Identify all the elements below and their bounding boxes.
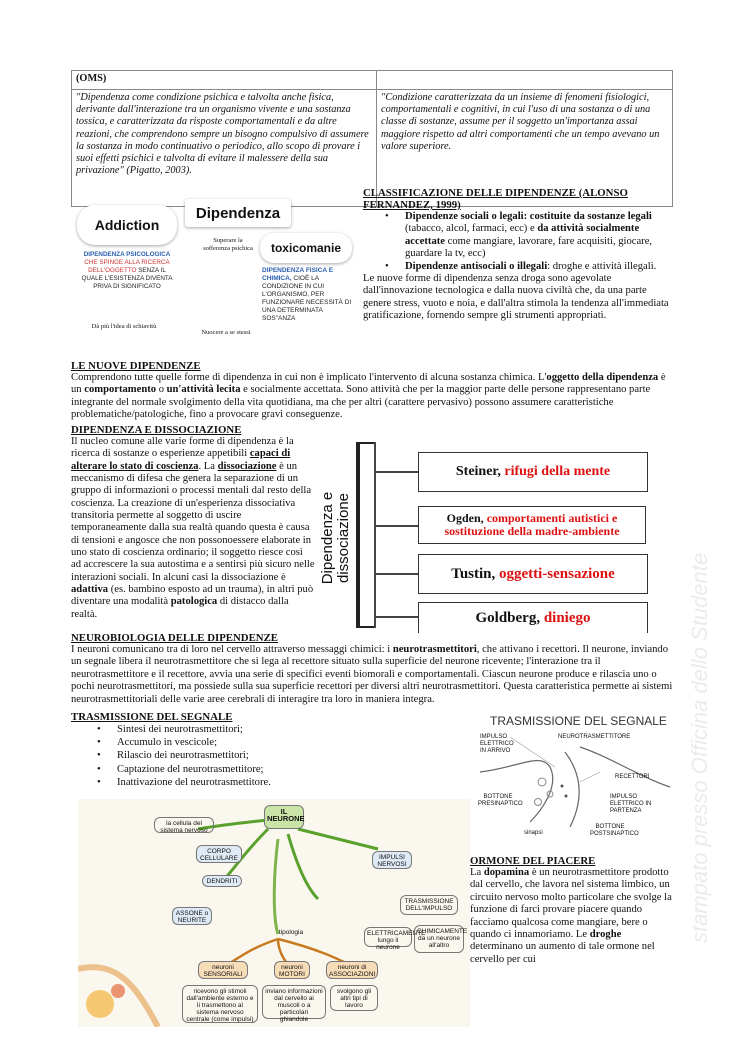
goldberg-box	[418, 602, 648, 633]
fisica-title: DIPENDENZA FISICA E CHIMICA,	[262, 267, 334, 282]
piu-text: Dà più l'idea di schiavitù	[91, 323, 157, 330]
neurone-node: DENDRITI	[202, 875, 242, 887]
neurone-node: neuroni SENSORIALI	[198, 961, 248, 979]
nuove-b3: un'attività lecita	[166, 384, 241, 396]
item1-rest: come mangiare, lavorare, fare acquisiti, giocare, guardare la tv, ecc)	[405, 235, 653, 260]
dissociazione-paragraph	[71, 436, 315, 621]
psico-pre: CHE SPINGE ALLA RICERCA	[84, 259, 170, 266]
neurone-node: neuroni di ASSOCIAZIONI	[326, 961, 378, 979]
item2-rest: : droghe e attività illegali.	[547, 260, 657, 272]
diss-b4: patologica	[170, 596, 218, 608]
ormone-p2: è un neurotrasmettitore prodotto dal cervello, che lavora nel sistema limbico, un circuito nervoso molto particolare che svolge la funzione di farci provare piacere quando facciamo qualcosa come mangiare, bere o quando ci innamoriamo. Le	[470, 867, 672, 941]
trasmissione-figure	[470, 712, 674, 852]
connector-h	[374, 616, 418, 618]
tustin-desc: oggetti-sensazione	[499, 565, 615, 582]
trasmissione-list	[97, 723, 441, 789]
connector-h	[374, 573, 418, 575]
nuove-p4: e socialmente accettata. Sono attività che per la maggior parte delle persone rappresentano parte integrante del normale svolgimento della vita quotidiana, ma che per altri (carattere pervasivo) possono assumere caratteristiche problematiche/patologiche, fino a provocare gravi conseguenze.	[71, 384, 651, 421]
classificazione-list	[385, 211, 675, 273]
nuove-b1: oggetto della dipendenza	[546, 372, 659, 383]
connector-h	[374, 525, 418, 527]
list-item: • Accumulo in vescicole;	[97, 736, 441, 749]
goldberg-desc: diniego	[543, 609, 591, 626]
addiction-card: Addiction	[77, 205, 177, 245]
connector-h	[374, 471, 418, 473]
bracket-top	[360, 442, 374, 444]
list-item: • Inattivazione del neurotrasmettitore.	[97, 776, 441, 789]
psico-rest: SENZA IL QUALE L'ESISTENZA DIVENTA PRIVA DI SIGNIFICATO	[81, 267, 173, 290]
neuro-p1: I neuroni comunicano tra di loro nel cervello attraverso messaggi chimici: i	[71, 644, 393, 655]
steiner-name: Steiner,	[455, 464, 501, 479]
neurone-node: neuroni MOTORI	[274, 961, 310, 979]
nuove-section	[71, 360, 675, 422]
supera-text: Superare la sofferenza psichica	[203, 237, 253, 252]
fig-title: TRASMISSIONE DEL SEGNALE	[490, 714, 667, 728]
neurobiologia-section	[71, 632, 675, 706]
ogden-box	[418, 506, 646, 544]
fisica-text	[262, 267, 354, 323]
neurone-node: CORPO CELLULARE	[196, 845, 242, 863]
neurobiologia-title: NEUROBIOLOGIA DELLE DIPENDENZE	[71, 632, 278, 644]
neuro-p2: , che attivano i recettori. Il neurone, inviando un segnale libera il neurotrasmettitore che si lega al recettore situato sulla superficie del neurone ricevente; l'interazione tra il neurotrasmettitore e il recettore, avvia una serie di specifici eventi biomorali e comportamentali. Ciascun neurone produce e rilascia uno o pochi neurotrasmettitori, ma possiede sulla sua superficie recettori per diversi altri neurotrasmettitori. Questa caratteristica permette ai sistemi neurotrasmettitoriali delle varie aree cerebrali di interagire tra loro in maniera integra.	[71, 644, 673, 705]
steiner-box	[418, 452, 648, 492]
ormone-b1: dopamina	[483, 867, 530, 878]
trasmissione-section	[71, 711, 441, 789]
diss-b3: adattiva	[71, 584, 109, 596]
fig-label-recettori: RECETTORI	[615, 774, 650, 780]
item1-mid: (tabacco, alcol, farmaci, ecc) e	[405, 223, 538, 235]
toxicomanie-card: toxicomanie	[260, 233, 352, 263]
trasmissione-title: TRASMISSIONE DEL SEGNALE	[71, 711, 233, 723]
ogden-desc: comportamenti autistici e sostituzione della madre-ambiente	[444, 511, 620, 538]
dissociazione-title: DIPENDENZA E DISSOCIAZIONE	[71, 424, 242, 436]
list-item: • Sintesi dei neurotrasmettitori;	[97, 723, 441, 736]
neurone-node: TRASMISSIONE DELL'IMPULSO	[400, 895, 458, 915]
bracket-bottom	[360, 626, 374, 628]
neurone-node: CHIMICAMENTE da un neurone all'altro	[414, 925, 464, 953]
ormone-title: ORMONE DEL PIACERE	[470, 855, 596, 867]
diagram-bracket	[356, 442, 360, 628]
diss-b1: capaci di alterare lo stato di coscienza	[71, 448, 291, 472]
neurone-node: svolgono gli altri tipi di lavoro	[330, 985, 378, 1011]
list-item	[385, 261, 675, 273]
nuove-p3: o	[156, 384, 167, 396]
neurobiologia-paragraph	[71, 644, 675, 706]
nuove-paragraph	[71, 372, 675, 422]
list-item: • Rilascio dei neurotrasmettitori;	[97, 749, 441, 762]
item1-bold2: da attività socialmente accettate	[405, 223, 640, 247]
nuove-p1: Comprendono tutte quelle forme di dipendenza in cui non è implicato l'intervento di alcuna sostanza chimica. L'	[71, 372, 547, 383]
neurone-node: la cellula del sistema nervoso	[154, 817, 214, 833]
ogden-name: Ogden,	[446, 511, 484, 525]
neurone-node: ricevono gli stimoli dall'ambiente esterno e li trasmettono al sistema nervoso centrale (come impulsi)	[182, 985, 258, 1023]
item1-bold: Dipendenze sociali o legali: costituite da sostanze legali	[405, 211, 652, 222]
synapse-drawing	[470, 712, 674, 852]
list-item: • Captazione del neurotrasmettitore;	[97, 763, 441, 776]
fig-label-in: IMPULSO ELETTRICO IN ARRIVO	[480, 734, 514, 754]
addiction-diagram	[72, 195, 362, 355]
fisica-rest: CIOÈ LA CONDIZIONE IN CUI L'ORGANISMO, PER FUNZIONARE NECESSITÀ DI UNA DETERMINATA SOS"ANZA	[262, 275, 352, 322]
dissociazione-diagram	[318, 440, 673, 632]
neurone-node: IMPULSI NERVOSI	[372, 851, 412, 869]
oms-definition-left: "Dipendenza come condizione psichica e talvolta anche fisica, derivante dall'interazione tra un organismo vivente e una sostanza tossica, e caratterizzata da risposte comportamentali e da altre reazioni, che comprendono sempre un bisogno compulsivo di assumere la sostanza in modo continuativo o periodico, allo scopo di provare i suoi effetti psichici e talvolta di evitare il malessere della sua privazione" (Pigatto, 2003).	[72, 90, 377, 207]
neurone-mindmap	[78, 799, 470, 1027]
nuove-b2: comportamento	[84, 384, 157, 396]
connector-line	[374, 442, 376, 628]
steiner-desc: rifugi della mente	[504, 464, 611, 479]
item2-bold: Dipendenze antisociali o illegali	[405, 260, 548, 272]
diss-p3: è un meccanismo di difesa che genera la separazione di un gruppo di informazioni o processi mentali dal resto della coscienza. La creazione di un'esperienza dissociativa transitoria permette al soggetto di uscire temporaneamente dalla sua realtà quando questa è causa di tensioni e angosce che non possonoessere elaborate in uno stato di coscienza ordinario; il soggetto riesce così ad accrescere la sua autostima e a sentirsi più sicuro nelle interazioni sociali. In alcuni casi la dissociazione è	[71, 460, 315, 583]
neurone-node: ASSONE o NEURITE	[172, 907, 212, 925]
classificazione-section	[363, 187, 675, 323]
ormone-section	[470, 855, 674, 966]
fig-label-neuro: NEUROTRASMETTITORE	[558, 734, 631, 740]
neurone-node: ELETTRICAMENTE lungo il neurone	[364, 927, 412, 947]
ormone-b2: droghe	[589, 929, 622, 941]
fig-label-sinapsi: sinapsi	[524, 830, 543, 836]
oms-header: (OMS)	[72, 71, 377, 90]
goldberg-name: Goldberg,	[475, 609, 541, 626]
diss-p5: di distacco dalla realtà.	[71, 596, 289, 620]
neuro-b1: neurotrasmettitori	[392, 644, 477, 655]
classificazione-paragraph: Le nuove forme di dipendenza senza droga sono agevolate dall'innovazione tecnologica e dalla nuova civiltà che, da una parte genere stress, vuoto e noia, e dall'altra stimola la tendenza all'immediata gratificazione, fornendo sempre gli strumenti appropriati.	[363, 273, 669, 322]
diss-b2: dissociazione	[217, 460, 277, 472]
dipendenza-card: Dipendenza	[185, 199, 291, 227]
diss-p1: Il nucleo comune alle varie forme di dipendenza è la ricerca di sostanze o esperienze appetibili	[71, 436, 294, 460]
diagram-vertical-label: Dipendenza e dissociazione	[319, 491, 352, 585]
classificazione-title: CLASSIFICAZIONE DELLE DIPENDENZE (ALONSO FERNANDEZ, 1999)	[363, 187, 628, 211]
fig-label-pre: BOTTONE PRESINAPTICO	[478, 794, 523, 807]
psico-text	[77, 251, 177, 291]
oms-definition-right: "Condizione caratterizzata da un insieme di fenomeni fisiologici, comportamentali e cognitivi, in cui l'uso di una sostanza o di una classe di sostanze, assume per il soggetto un'importanza assai maggiore rispetto ad altri comportamenti che un tempo avevano un valore superiore.	[377, 90, 673, 207]
neurone-node: tipologia	[278, 929, 304, 936]
dissociazione-section	[71, 424, 315, 621]
diss-p2: . La	[198, 460, 218, 472]
nuove-p2: è un	[71, 372, 666, 396]
tustin-box	[418, 554, 648, 594]
diss-p4: (es. bambino esposto ad un trauma), in altri può diventare una modalità	[71, 584, 314, 608]
tustin-name: Tustin,	[451, 565, 496, 582]
oms-header-right	[377, 71, 673, 90]
ormone-p1: La	[470, 867, 484, 878]
psico-red: DELL'OGGETTO	[88, 267, 137, 274]
list-item	[385, 211, 675, 261]
fig-label-out: IMPULSO ELETTRICO IN PARTENZA	[610, 794, 652, 814]
watermark: stampato presso Officina dello Studente	[687, 552, 712, 943]
nuove-title: LE NUOVE DIPENDENZE	[71, 360, 201, 372]
neurone-center: IL NEURONE	[264, 805, 304, 829]
nuocere-text: Nuocere a se stessi	[201, 329, 251, 336]
psico-title: DIPENDENZA PSICOLOGICA	[83, 251, 171, 258]
fig-label-post: BOTTONE POSTSINAPTICO	[590, 824, 639, 837]
ormone-p3: determinano un aumento di tale ormone nel cervello per cui	[470, 941, 655, 965]
neurone-node: inviano informazioni dal cervello ai muscoli o a particolari ghiandole	[262, 985, 326, 1019]
ormone-paragraph	[470, 867, 674, 966]
